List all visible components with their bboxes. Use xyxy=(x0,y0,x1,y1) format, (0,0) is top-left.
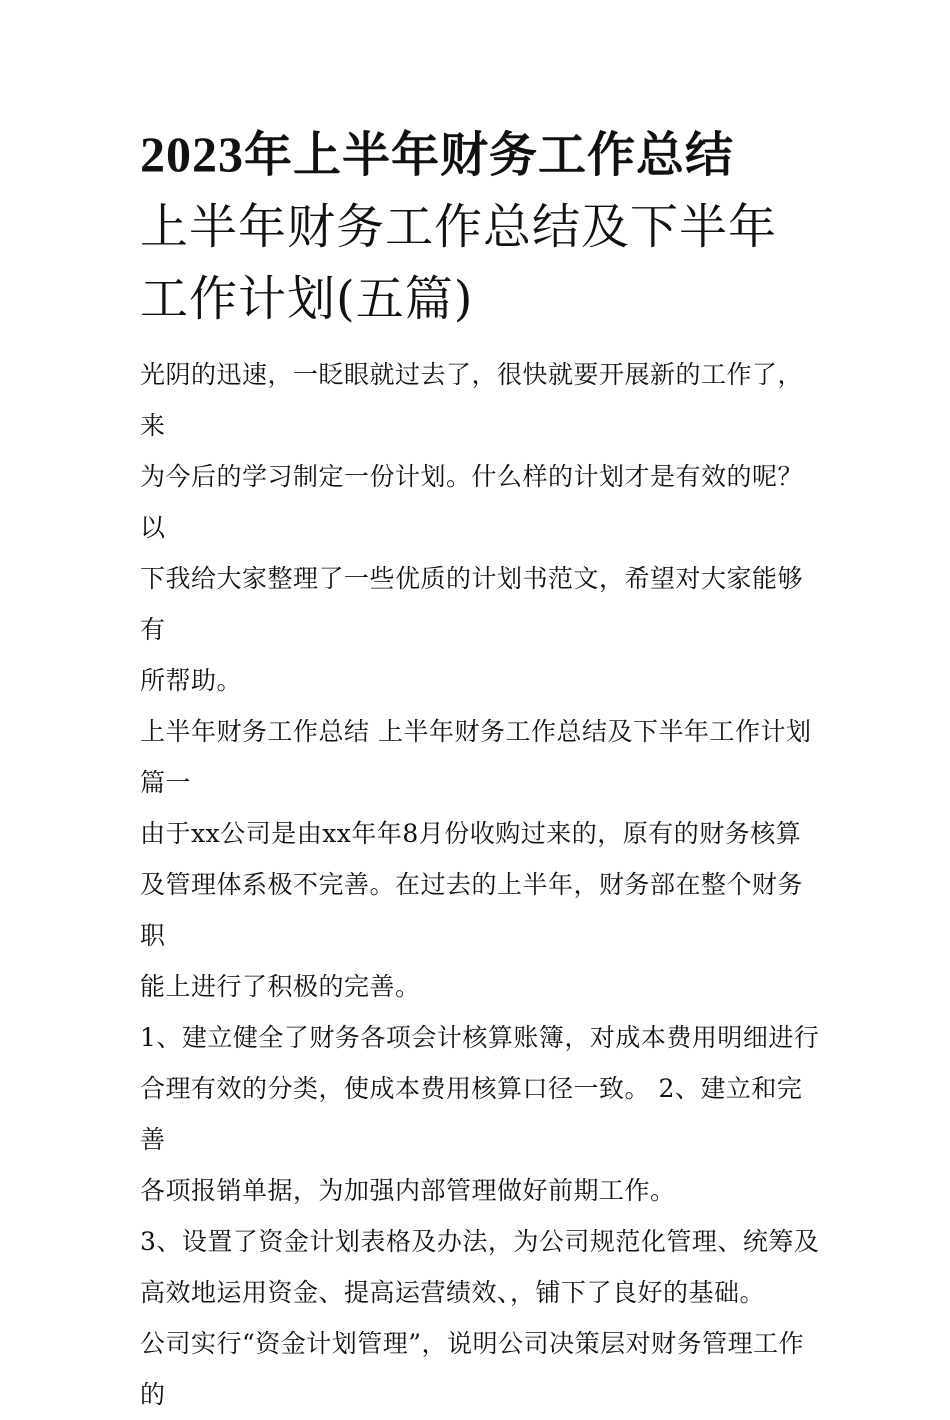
paragraph-line: 篇一 xyxy=(140,768,192,797)
title-line-2: 上半年财务工作总结及下半年 xyxy=(140,199,778,255)
paragraph-line: 能上进行了积极的完善。 xyxy=(140,972,421,1001)
section-heading xyxy=(140,706,820,808)
paragraph-fund-plan xyxy=(140,1318,820,1420)
paragraph-line: 各项报销单据，为加强内部管理做好前期工作。 xyxy=(140,1176,676,1205)
title-line-1-rest: 年上半年财务工作总结 xyxy=(244,127,735,183)
paragraph-item-3 xyxy=(140,1216,820,1318)
paragraph-intro xyxy=(140,349,820,706)
title-line-1 xyxy=(140,118,820,191)
paragraph-line: 高效地运用资金、提高运营绩效、，铺下了良好的基础。 xyxy=(140,1278,766,1307)
title-year: 2023 xyxy=(140,126,244,182)
document-page xyxy=(140,118,820,1420)
paragraph-line: 合理有效的分类，使成本费用核算口径一致。 2、建立和完善 xyxy=(140,1074,803,1154)
paragraph-line: 及管理体系极不完善。在过去的上半年，财务部在整个财务职 xyxy=(140,870,804,950)
paragraph-line: 光阴的迅速，一眨眼就过去了，很快就要开展新的工作了，来 xyxy=(140,360,804,440)
paragraph-line: 为今后的学习制定一份计划。什么样的计划才是有效的呢？以 xyxy=(140,462,804,542)
document-body xyxy=(140,349,820,1420)
paragraph-line: 上半年财务工作总结 上半年财务工作总结及下半年工作计划 xyxy=(140,717,812,746)
paragraph-line: 下我给大家整理了一些优质的计划书范文，希望对大家能够有 xyxy=(140,564,804,644)
paragraph-line: 3、设置了资金计划表格及办法，为公司规范化管理、统筹及 xyxy=(140,1227,820,1256)
paragraph-line: 1、建立健全了财务各项会计核算账簿，对成本费用明细进行 xyxy=(140,1023,820,1052)
paragraph-line: 公司实行“资金计划管理”，说明公司决策层对财务管理工作的 xyxy=(140,1329,805,1409)
title-line-3: 工作计划(五篇) xyxy=(140,271,474,327)
paragraph-item-1-2 xyxy=(140,1012,820,1216)
document-title xyxy=(140,118,820,335)
paragraph-background xyxy=(140,808,820,1012)
paragraph-line: 由于xx公司是由xx年年8月份收购过来的，原有的财务核算 xyxy=(140,819,802,848)
paragraph-line: 所帮助。 xyxy=(140,666,243,695)
